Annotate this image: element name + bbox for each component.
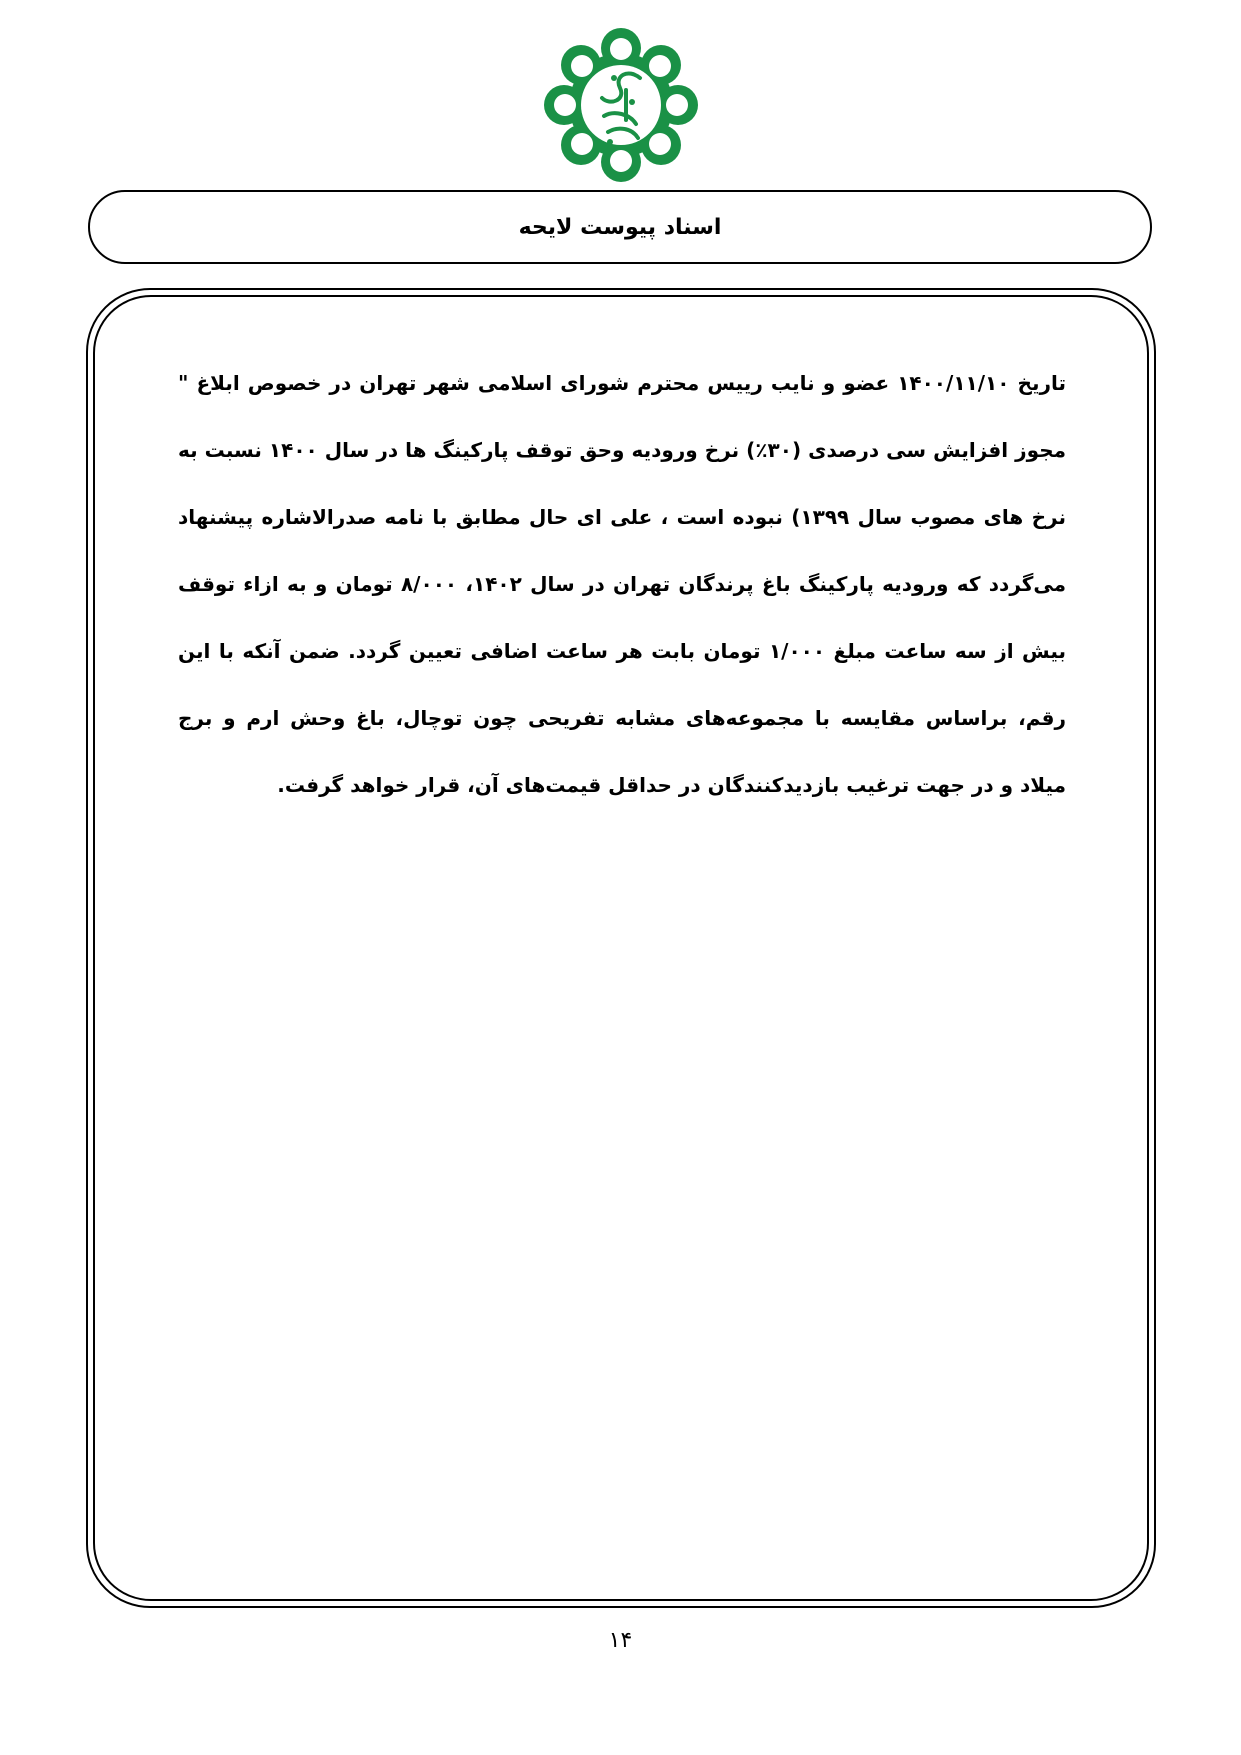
title-banner [88,190,1152,264]
tehran-city-council-logo [544,28,698,182]
tehran-city-council-emblem-icon [544,28,698,182]
page-number: ۱۴ [608,1628,633,1653]
page-title: اسناد پیوست لایحه [518,215,722,240]
body-paragraph: تاریخ ۱۴۰۰/۱۱/۱۰ عضو و نایب رییس محترم شورای اسلامی شهر تهران در خصوص ابلاغ " مجوز افزایش سی درصدی (۳۰٪) نرخ ورودیه وحق توقف پارکینگ ها در سال ۱۴۰۰ نسبت به نرخ های مصوب سال ۱۳۹۹) نبوده است ، علی ای حال مطابق با نامه صدرالاشاره پیشنهاد می‌گردد که ورودیه پارکینگ باغ پرندگان تهران در سال ۱۴۰۲، ۸/۰۰۰ تومان و به ازاء توقف بیش از سه ساعت مبلغ ۱/۰۰۰ تومان بابت هر ساعت اضافی تعیین گردد. ضمن آنکه با این رقم، براساس مقایسه با مجموعه‌های مشابه تفریحی چون توچال، باغ وحش ارم و برج میلاد و در جهت ترغیب بازدیدکنندگان در حداقل قیمت‌های آن، قرار خواهد گرفت. [178,371,1067,797]
